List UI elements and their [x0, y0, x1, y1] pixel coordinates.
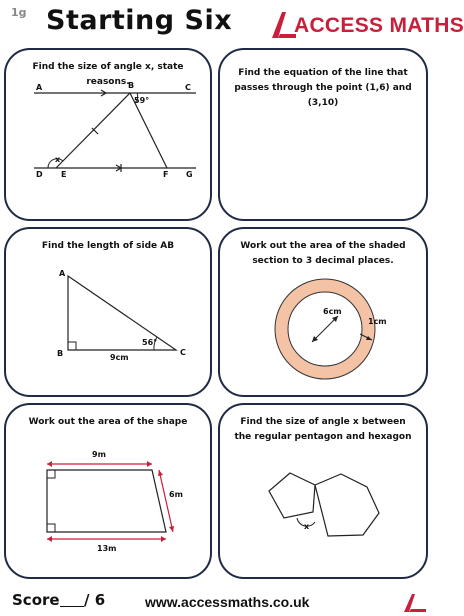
trapezium-diagram — [6, 405, 214, 581]
question-card-3 — [4, 227, 212, 397]
parallel-lines-diagram — [6, 50, 214, 223]
question-text-4: Work out the area of the shaded section to 3 decimal places. — [240, 241, 406, 266]
question-card-5 — [4, 403, 212, 579]
label-c: C — [180, 348, 186, 357]
website-url[interactable]: www.accessmaths.co.uk — [145, 594, 310, 610]
label-side: 6m — [169, 490, 183, 499]
label-base: 9cm — [110, 353, 129, 362]
question-text-3: Find the length of side AB — [41, 241, 175, 251]
label-e: E — [61, 170, 67, 179]
label-ring-width: 1cm — [368, 317, 387, 326]
score-blank[interactable] — [60, 606, 84, 607]
question-text-2: Find the equation of the line that passes through the point (1,6) and (3,10) — [234, 68, 412, 108]
page-id: 1g — [11, 6, 27, 19]
label-angle-59: 59° — [134, 96, 150, 105]
annulus-diagram — [220, 229, 430, 399]
label-angle-56: 56° — [142, 338, 158, 347]
label-b: B — [57, 349, 64, 358]
score-label: Score — [12, 591, 60, 609]
label-f: F — [163, 170, 169, 179]
label-g: G — [186, 170, 193, 179]
question-text-1: Find the size of angle x, state reasons. — [32, 62, 184, 87]
label-a: A — [36, 83, 43, 92]
question-card-1 — [4, 48, 212, 221]
polygons-diagram — [220, 405, 430, 581]
label-c: C — [185, 83, 191, 92]
logo-text: ACCESS MATHS — [294, 14, 464, 37]
question-card-4 — [218, 227, 428, 397]
question-text-6: Find the size of angle x between the regular pentagon and hexagon — [234, 417, 412, 442]
label-top: 9m — [92, 450, 106, 459]
question-text-5: Work out the area of the shape — [28, 417, 188, 427]
question-card-2 — [218, 48, 428, 221]
score-total: / 6 — [84, 591, 106, 609]
corner-logo-icon — [400, 592, 430, 614]
label-radius: 6cm — [323, 307, 342, 316]
page-title: Starting Six — [46, 5, 233, 36]
label-angle-x: x — [304, 522, 310, 531]
label-angle-x: x — [55, 155, 61, 164]
right-triangle-diagram — [6, 229, 214, 399]
question-card-6 — [218, 403, 428, 579]
label-a: A — [59, 269, 66, 278]
label-d: D — [36, 170, 43, 179]
label-b: B — [128, 81, 135, 90]
label-bottom: 13m — [97, 544, 117, 553]
access-maths-logo — [270, 8, 464, 42]
